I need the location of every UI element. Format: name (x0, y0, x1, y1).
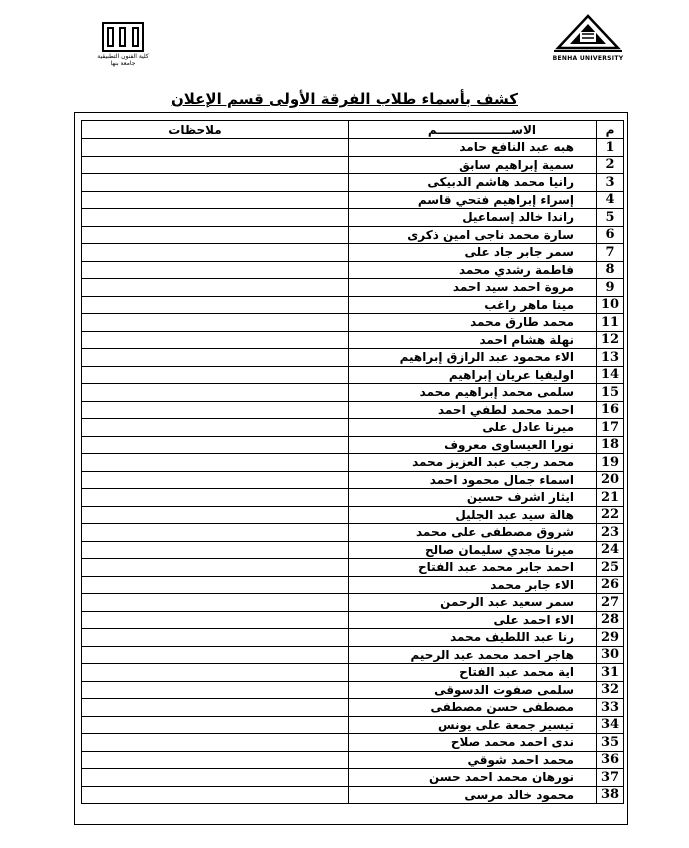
column-header-number: م (597, 121, 624, 139)
table-row (82, 681, 624, 699)
table-row (82, 594, 624, 612)
table-row (82, 244, 624, 262)
student-name: سلمى صفوت الدسوقى (349, 681, 597, 699)
row-number: 32 (597, 681, 624, 699)
student-name: مينا ماهر راغب (349, 296, 597, 314)
notes-cell (82, 541, 349, 559)
student-name: رنا عبد اللطيف محمد (349, 629, 597, 647)
notes-cell (82, 489, 349, 507)
row-number: 7 (597, 244, 624, 262)
table-row (82, 314, 624, 332)
column-header-name: الاســــــــــــــــــم (349, 121, 597, 139)
row-number: 20 (597, 471, 624, 489)
student-name: اسماء جمال محمود احمد (349, 471, 597, 489)
table-row (82, 384, 624, 402)
student-name: رانيا محمد هاشم الدبيكى (349, 174, 597, 192)
table-row (82, 296, 624, 314)
table-row (82, 751, 624, 769)
row-number: 23 (597, 524, 624, 542)
notes-cell (82, 279, 349, 297)
notes-cell (82, 419, 349, 437)
row-number: 15 (597, 384, 624, 402)
row-number: 31 (597, 664, 624, 682)
notes-cell (82, 349, 349, 367)
notes-cell (82, 366, 349, 384)
row-number: 21 (597, 489, 624, 507)
row-number: 4 (597, 191, 624, 209)
row-number: 11 (597, 314, 624, 332)
notes-cell (82, 156, 349, 174)
student-name: احمد محمد لطفي احمد (349, 401, 597, 419)
student-name: الاء احمد على (349, 611, 597, 629)
notes-cell (82, 769, 349, 787)
notes-cell (82, 209, 349, 227)
table-row (82, 506, 624, 524)
table-row (82, 331, 624, 349)
row-number: 27 (597, 594, 624, 612)
student-name: سارة محمد ناجى امين ذكرى (349, 226, 597, 244)
table-row (82, 699, 624, 717)
row-number: 18 (597, 436, 624, 454)
row-number: 35 (597, 734, 624, 752)
students-table (81, 120, 624, 804)
student-name: هبه عبد النافع حامد (349, 139, 597, 157)
notes-cell (82, 646, 349, 664)
notes-cell (82, 524, 349, 542)
notes-cell (82, 331, 349, 349)
notes-cell (82, 244, 349, 262)
table-row (82, 541, 624, 559)
student-name: سمر جابر جاد على (349, 244, 597, 262)
student-name: محمد رجب عبد العزيز محمد (349, 454, 597, 472)
student-name: نورهان محمد احمد حسن (349, 769, 597, 787)
student-name: احمد جابر محمد عبد الفتاح (349, 559, 597, 577)
table-row (82, 436, 624, 454)
faculty-logo-mark (102, 22, 144, 52)
row-number: 22 (597, 506, 624, 524)
table-row (82, 261, 624, 279)
column-header-notes: ملاحظات (82, 121, 349, 139)
row-number: 8 (597, 261, 624, 279)
table-row (82, 471, 624, 489)
table-row (82, 454, 624, 472)
student-name: محمد طارق محمد (349, 314, 597, 332)
notes-cell (82, 454, 349, 472)
table-header-row (82, 121, 624, 139)
row-number: 25 (597, 559, 624, 577)
table-row (82, 401, 624, 419)
notes-cell (82, 681, 349, 699)
student-name: شروق مصطفى على محمد (349, 524, 597, 542)
notes-cell (82, 139, 349, 157)
student-name: هالة سيد عبد الجليل (349, 506, 597, 524)
student-name: ايثار اشرف حسين (349, 489, 597, 507)
student-name: الاء محمود عبد الرازق إبراهيم (349, 349, 597, 367)
notes-cell (82, 226, 349, 244)
table-row (82, 734, 624, 752)
notes-cell (82, 174, 349, 192)
page-title: كشف بأسماء طلاب الفرقة الأولى قسم الإعلان (170, 90, 518, 108)
notes-cell (82, 506, 349, 524)
university-logo (552, 14, 624, 62)
university-logo-caption: BENHA UNIVERSITY (552, 55, 624, 62)
row-number: 3 (597, 174, 624, 192)
row-number: 13 (597, 349, 624, 367)
table-row (82, 156, 624, 174)
row-number: 30 (597, 646, 624, 664)
student-name: نهلة هشام احمد (349, 331, 597, 349)
student-name: محمود خالد مرسى (349, 786, 597, 804)
table-row (82, 174, 624, 192)
row-number: 6 (597, 226, 624, 244)
notes-cell (82, 734, 349, 752)
row-number: 36 (597, 751, 624, 769)
student-name: هاجر احمد محمد عبد الرحيم (349, 646, 597, 664)
table-body (82, 139, 624, 804)
row-number: 37 (597, 769, 624, 787)
table-row (82, 576, 624, 594)
faculty-logo (96, 22, 150, 67)
student-name: سلمى محمد إبراهيم محمد (349, 384, 597, 402)
table-row (82, 489, 624, 507)
notes-cell (82, 576, 349, 594)
notes-cell (82, 559, 349, 577)
table-row (82, 524, 624, 542)
table-row (82, 226, 624, 244)
student-name: اوليفيا عريان إبراهيم (349, 366, 597, 384)
row-number: 34 (597, 716, 624, 734)
table-row (82, 769, 624, 787)
table-row (82, 191, 624, 209)
row-number: 12 (597, 331, 624, 349)
table-row (82, 559, 624, 577)
notes-cell (82, 664, 349, 682)
row-number: 14 (597, 366, 624, 384)
table-row (82, 209, 624, 227)
table-row (82, 664, 624, 682)
table-row (82, 716, 624, 734)
row-number: 26 (597, 576, 624, 594)
row-number: 9 (597, 279, 624, 297)
notes-cell (82, 629, 349, 647)
row-number: 16 (597, 401, 624, 419)
student-name: راندا خالد إسماعيل (349, 209, 597, 227)
student-name: فاطمة رشدي محمد (349, 261, 597, 279)
table-row (82, 646, 624, 664)
row-number: 28 (597, 611, 624, 629)
table-row (82, 349, 624, 367)
student-name: ندى احمد محمد صلاح (349, 734, 597, 752)
row-number: 24 (597, 541, 624, 559)
faculty-logo-caption: كلية الفنون التطبيقية جامعة بنها (97, 53, 149, 67)
table-row (82, 139, 624, 157)
notes-cell (82, 401, 349, 419)
student-name: سمر سعيد عبد الرحمن (349, 594, 597, 612)
student-name: مروة احمد سيد احمد (349, 279, 597, 297)
notes-cell (82, 296, 349, 314)
table-row (82, 419, 624, 437)
notes-cell (82, 314, 349, 332)
student-name: ميرنا عادل على (349, 419, 597, 437)
document-frame (74, 112, 628, 825)
notes-cell (82, 261, 349, 279)
student-name: سمية إبراهيم سابق (349, 156, 597, 174)
notes-cell (82, 436, 349, 454)
row-number: 17 (597, 419, 624, 437)
university-logo-mark (552, 14, 624, 54)
student-name: مصطفى حسن مصطفى (349, 699, 597, 717)
row-number: 2 (597, 156, 624, 174)
notes-cell (82, 751, 349, 769)
student-name: محمد احمد شوقي (349, 751, 597, 769)
table-row (82, 629, 624, 647)
student-name: نورا العيساوى معروف (349, 436, 597, 454)
row-number: 10 (597, 296, 624, 314)
notes-cell (82, 716, 349, 734)
row-number: 19 (597, 454, 624, 472)
student-name: إسراء إبراهيم فتحي قاسم (349, 191, 597, 209)
table-row (82, 279, 624, 297)
notes-cell (82, 594, 349, 612)
row-number: 38 (597, 786, 624, 804)
notes-cell (82, 384, 349, 402)
notes-cell (82, 786, 349, 804)
notes-cell (82, 611, 349, 629)
student-name: الاء جابر محمد (349, 576, 597, 594)
notes-cell (82, 471, 349, 489)
row-number: 29 (597, 629, 624, 647)
student-name: ميرنا مجدي سليمان صالح (349, 541, 597, 559)
row-number: 5 (597, 209, 624, 227)
row-number: 1 (597, 139, 624, 157)
table-row (82, 786, 624, 804)
notes-cell (82, 699, 349, 717)
student-name: اية محمد عبد الفتاح (349, 664, 597, 682)
student-name: تيسير جمعة على يونس (349, 716, 597, 734)
row-number: 33 (597, 699, 624, 717)
table-row (82, 611, 624, 629)
notes-cell (82, 191, 349, 209)
table-row (82, 366, 624, 384)
